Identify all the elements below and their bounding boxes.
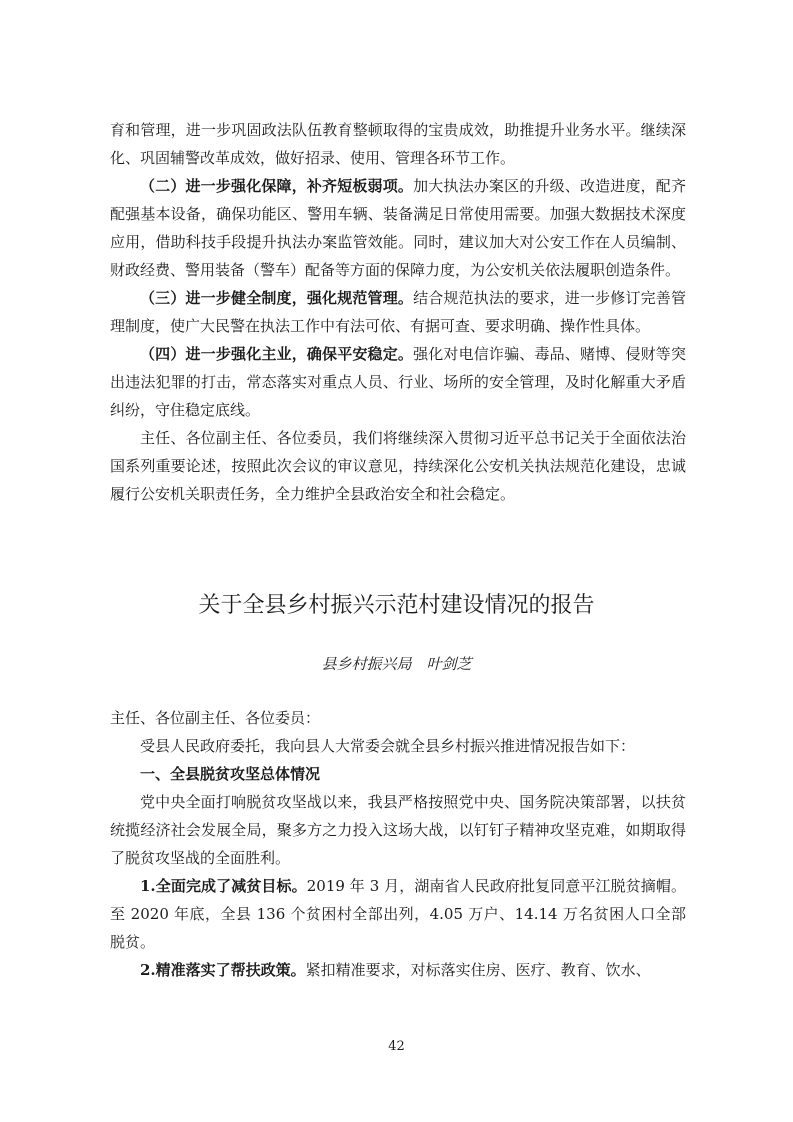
paragraph-body: 加大执法办案区的升级、改造进度，配齐配强基本设备，确保功能区、警用车辆、装备满足日常使用需要。加强大数据技术深度应用，借助科技手段提升执法办案监管效能。同时，建议加大对公安工作在人员编制、财政经费、警用装备（警车）配备等方面的保障力度，为公安机关依法履职创造条件。 — [110, 177, 686, 279]
report-title: 关于全县乡村振兴示范村建设情况的报告 — [198, 593, 595, 618]
paragraph-lead: （四）进一步强化主业，确保平安稳定。 — [140, 345, 414, 363]
report-body — [110, 704, 686, 984]
paragraph-assistance-policy — [110, 956, 686, 984]
paragraph-lead: （三）进一步健全制度，强化规范管理。 — [140, 289, 414, 307]
paragraph-guarantee — [110, 172, 686, 284]
paragraph-poverty-target — [110, 872, 686, 956]
section-heading: 一、全县脱贫攻坚总体情况 — [140, 765, 321, 783]
report-salutation: 主任、各位副主任、各位委员： — [110, 709, 321, 727]
previous-report-section — [110, 116, 686, 508]
paragraph-closing: 主任、各位副主任、各位委员，我们将继续深入贯彻习近平总书记关于全面依法治国系列重要论述，按照此次会议的审议意见，持续深化公安机关执法规范化建设，忠诚履行公安机关职责任务，全力维护全县政治安全和社会稳定。 — [110, 429, 686, 503]
paragraph-body: 紧扣精准要求，对标落实住房、医疗、教育、饮水、 — [305, 961, 651, 979]
paragraph-lead: 2.精准落实了帮扶政策。 — [140, 961, 306, 979]
paragraph-lead: 1.全面完成了减贫目标。 — [140, 877, 307, 895]
paragraph-body: 结合规范执法的要求，进一步修订完善管理制度，使广大民警在执法工作中有法可依、有据可查、要求明确、操作性具体。 — [110, 289, 686, 335]
page-number: 42 — [388, 1039, 405, 1054]
paragraph-stability — [110, 340, 686, 424]
report-byline: 县乡村振兴局 叶剑芝 — [321, 655, 472, 673]
paragraph-continuation: 育和管理，进一步巩固政法队伍教育整顿取得的宝贵成效，助推提升业务水平。继续深化、巩固辅警改革成效，做好招录、使用、管理各环节工作。 — [110, 121, 686, 167]
paragraph-body: 2019 年 3 月，湖南省人民政府批复同意平江脱贫摘帽。至 2020 年底，全县 136 个贫困村全部出列，4.05 万户、14.14 万名贫困人口全部脱贫。 — [110, 877, 686, 951]
paragraph-lead: （二）进一步强化保障，补齐短板弱项。 — [140, 177, 414, 195]
report-intro: 受县人民政府委托，我向县人大常委会就全县乡村振兴推进情况报告如下： — [140, 737, 636, 755]
paragraph-overview: 党中央全面打响脱贫攻坚战以来，我县严格按照党中央、国务院决策部署，以扶贫统揽经济社会发展全局，聚多方之力投入这场大战，以钉钉子精神攻坚克难，如期取得了脱贫攻坚战的全面胜利。 — [110, 793, 686, 867]
paragraph-body: 强化对电信诈骗、毒品、赌博、侵财等突出违法犯罪的打击，常态落实对重点人员、行业、场所的安全管理，及时化解重大矛盾纠纷，守住稳定底线。 — [110, 345, 686, 419]
paragraph-system — [110, 284, 686, 340]
